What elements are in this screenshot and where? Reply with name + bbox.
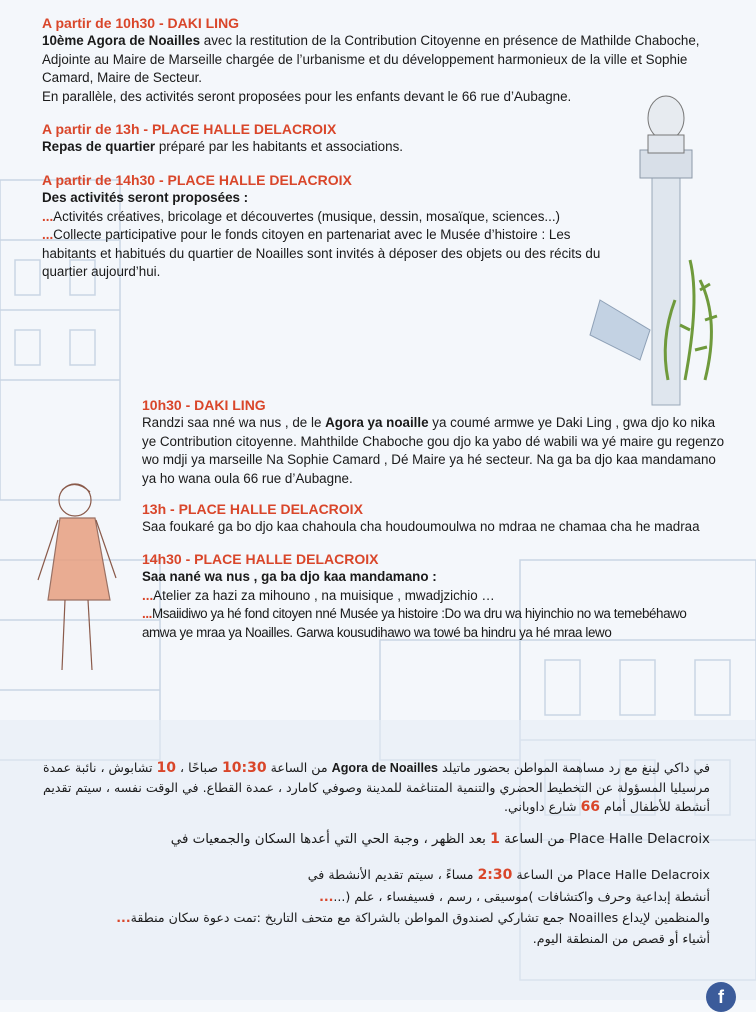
sw-section-activites bbox=[142, 550, 712, 642]
ar-repas-text-2: بعد الظهر ، وجبة الحي التي أعدها السكان والجمعيات في bbox=[170, 832, 491, 847]
facebook-icon[interactable]: f bbox=[706, 982, 736, 1012]
sw-activities-title: Saa nané wa nus , ga ba djo kaa mandamano : bbox=[142, 569, 437, 584]
ar-agora-text-1: في داكي لينغ مع رد مساهمة المواطن بحضور ماتيلد bbox=[438, 760, 710, 775]
bullet-dots: ... bbox=[319, 889, 334, 904]
fr-section-activites bbox=[42, 171, 622, 282]
fr-activity-text-1: Activités créatives, bricolage et découvertes (musique, dessin, mosaïque, sciences...) bbox=[53, 208, 561, 224]
fr-heading-14h30: A partir de 14h30 - PLACE HALLE DELACROIX bbox=[42, 172, 352, 188]
fr-section-repas bbox=[42, 120, 642, 157]
bullet-dots: ... bbox=[142, 606, 152, 622]
ar-section-repas bbox=[40, 830, 710, 849]
fr-children-text: En parallèle, des activités seront proposées pour les enfants devant le 66 rue d’Aubagne. bbox=[42, 88, 572, 104]
ar-time-1: 1 bbox=[490, 831, 500, 847]
fr-activity-item-1 bbox=[42, 208, 622, 227]
ar-agora-text-2: من الساعة bbox=[266, 760, 332, 775]
ar-activity-text-1: أنشطة إبداعية وحرف واكتشافات )موسيقى ، رسم ، فسيفساء ، علم (... bbox=[333, 889, 710, 904]
ar-activity-item-3: أشياء أو قصص من المنطقة اليوم. bbox=[532, 931, 710, 946]
ar-agora-text-3: صباحًا ، bbox=[176, 760, 223, 775]
ar-section-activites bbox=[40, 864, 710, 949]
sw-activity-text-1: Atelier za hazi za mihouno , na muisique , mwadjzichio … bbox=[153, 587, 495, 603]
fr-activity-text-2: Collecte participative pour le fonds citoyen en partenariat avec le Musée d’histoire : Les habitants et habitués du quartier de Noailles sont invités à déposer des objets ou des récits du quartier aujourd’hui. bbox=[42, 227, 601, 280]
ar-number-66: 66 bbox=[580, 799, 601, 815]
sw-activity-item-1 bbox=[142, 587, 712, 606]
sw-agora-text-1: Randzi saa nné wa nus , de le bbox=[142, 415, 326, 430]
ar-activity-item-1 bbox=[40, 886, 710, 907]
fr-heading-1030: A partir de 10h30 - DAKI LING bbox=[42, 15, 240, 31]
sw-agora-text-2: ya coumé armwe ye Daki Ling , gwa djo ko nika ye Contribution citoyenne. Mahthilde Chaboche gou djo ka yabo dé wabili wa yé maire gu regenzo wo mdji ya marseille Na Sophie Camard , Dé Maire ya hé secteur. Na ga ba djo kaa mandamano ya ho wana oula 66 rue d’Aubagne. bbox=[142, 415, 725, 486]
fr-section-agora bbox=[42, 14, 722, 106]
fr-activities-title: Des activités seront proposées : bbox=[42, 190, 249, 205]
sw-section-agora bbox=[142, 396, 732, 488]
sw-heading-13h: 13h - PLACE HALLE DELACROIX bbox=[142, 501, 363, 517]
fr-agora-text: avec la restitution de la Contribution Citoyenne en présence de Mathilde Chaboche, Adjointe au Maire de Marseille chargée de l’urbanisme et du développement harmonieux de la ville et Sophie Camard, Maire de Secteur. bbox=[42, 33, 700, 86]
ar-agora-text-5: شارع داوباني. bbox=[504, 799, 581, 814]
sw-activity-item-2 bbox=[142, 605, 712, 642]
fr-repas-title: Repas de quartier bbox=[42, 139, 156, 154]
sw-agora-title: Agora ya noaille bbox=[325, 415, 429, 430]
sw-repas-text: Saa foukaré ga bo djo kaa chahoula cha houdoumoulwa no mdraa ne chamaa cha he madraa bbox=[142, 519, 700, 534]
bullet-dots: ... bbox=[116, 910, 131, 925]
ar-section-agora bbox=[40, 758, 710, 817]
ar-number-10: 10 bbox=[156, 760, 176, 776]
sw-section-repas bbox=[142, 500, 742, 537]
ar-activities-text-1: Place Halle Delacroix من الساعة bbox=[512, 867, 710, 882]
ar-activities-text-2: مساءً ، سيتم تقديم الأنشطة في bbox=[307, 867, 478, 882]
ar-activities-heading bbox=[40, 864, 710, 886]
bullet-dots: ... bbox=[42, 227, 54, 243]
ar-time-230: 2:30 bbox=[477, 867, 513, 883]
fr-activity-item-2 bbox=[42, 226, 622, 282]
fr-heading-13h: A partir de 13h - PLACE HALLE DELACROIX bbox=[42, 121, 337, 137]
ar-activity-text-2: والمنظمين لإيداع Noailles جمع تشاركي لصندوق المواطن بالشراكة مع متحف التاريخ :تمت دعوة سكان منطقة bbox=[130, 910, 710, 925]
fr-agora-title: 10ème Agora de Noailles bbox=[42, 33, 201, 48]
ar-activity-item-2 bbox=[40, 907, 710, 928]
ar-agora-text-4: تشابوش ، نائبة عمدة مرسيليا المسؤولة عن التخطيط الحضري والتنمية المتناغمة للمدينة وصوفي كامارد ، عمدة القطاع. في الوقت نفسه ، سيتم تقديم أنشطة للأطفال أمام bbox=[42, 760, 710, 814]
ar-time-1030: 10:30 bbox=[222, 760, 267, 776]
sw-agora-paragraph bbox=[142, 414, 732, 488]
ar-repas-text-1: Place Halle Delacroix من الساعة bbox=[499, 832, 710, 847]
bullet-dots: ... bbox=[42, 208, 54, 224]
sw-activity-text-2: Msaiidiwo ya hé fond citoyen nné Musée ya histoire :Do wa dru wa hiyinchio no wa temebéhawo amwa ye mraa ya Noailles. Garwa kousudihawo wa towé ba hindru ya hé mraa lewo bbox=[142, 606, 687, 640]
sw-heading-1030: 10h30 - DAKI LING bbox=[142, 397, 266, 413]
ar-agora-title: Agora de Noailles bbox=[331, 761, 439, 775]
bullet-dots: ... bbox=[142, 587, 154, 603]
fr-agora-paragraph bbox=[42, 32, 722, 88]
sw-heading-14h30: 14h30 - PLACE HALLE DELACROIX bbox=[142, 551, 379, 567]
fr-repas-text: préparé par les habitants et associations. bbox=[155, 139, 403, 154]
girl-illustration bbox=[38, 484, 116, 670]
fr-repas-paragraph bbox=[42, 138, 642, 157]
